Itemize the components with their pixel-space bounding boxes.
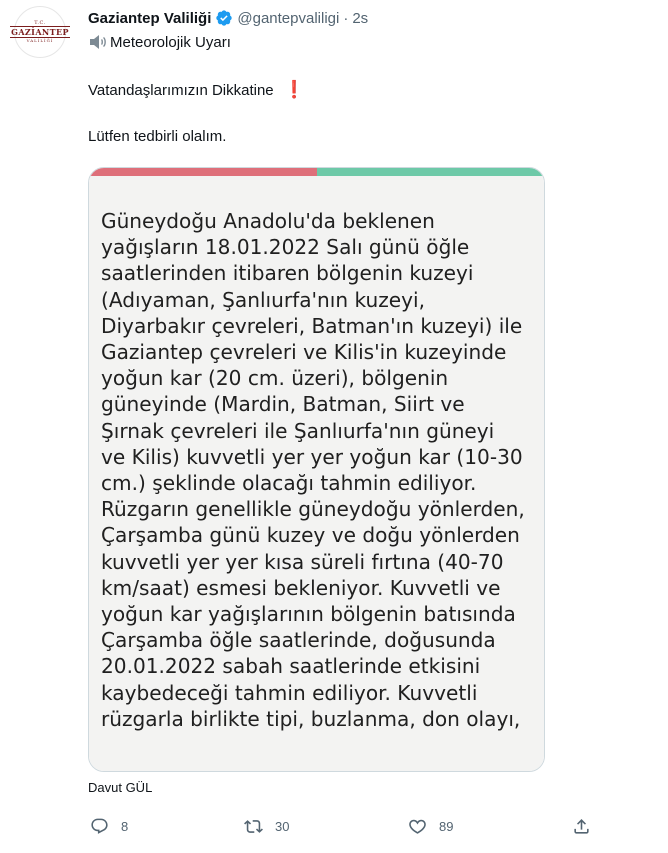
photo-credit: Davut GÜL (88, 780, 153, 795)
exclamation-emoji-icon: ❗ (283, 80, 305, 99)
note-line: yoğun kar (20 cm. üzeri), bölgenin (101, 366, 449, 391)
note-body (89, 176, 544, 771)
tweet-line-2-text: Vatandaşlarımızın Dikkatine (88, 81, 274, 99)
note-line: kaybedeceği tahmin ediliyor. Kuvvetli (101, 680, 478, 705)
note-line: yağışların 18.01.2022 Salı günü öğle (101, 235, 470, 260)
tweet-actions (88, 813, 608, 839)
note-line: ve Kilis) kuvvetli yer yer yoğun kar (10-30 (101, 444, 523, 469)
note-line: yoğun kar yağışlarının bölgenin batısında (101, 602, 516, 627)
note-line: Şırnak çevreleri ile Şanlıurfa'nın güneyi (101, 418, 495, 443)
timestamp[interactable]: 2s (352, 9, 369, 27)
reply-icon (90, 817, 109, 836)
note-line: Çarşamba günü kuzey ve doğu yönlerden (101, 523, 520, 548)
note-line: 20.01.2022 sabah saatlerinde etkisini (101, 654, 481, 679)
avatar-brand-main: GAZİANTEP (11, 27, 69, 37)
reply-button[interactable] (90, 813, 128, 839)
verified-badge-icon (215, 9, 233, 27)
avatar-brand-top: T.C. (34, 20, 46, 26)
note-header-bar-right (317, 168, 545, 176)
note-line: Diyarbakır çevreleri, Batman'ın kuzeyi) ile (101, 313, 523, 338)
note-line: Gaziantep çevreleri ve Kilis'in kuzeyinde (101, 340, 507, 365)
avatar[interactable] (11, 6, 69, 58)
like-button[interactable] (408, 813, 453, 839)
note-header-bar-left (89, 168, 317, 176)
note-line: Güneydoğu Anadolu'da beklenen (101, 209, 435, 233)
tweet-line-1 (88, 33, 231, 51)
note-line: km/saat) esmesi bekleniyor. Kuvvetli ve (101, 575, 501, 600)
display-name[interactable]: Gaziantep Valiliği (88, 9, 212, 27)
share-icon (572, 817, 591, 836)
note-line: Rüzgarın genellikle güneydoğu yönlerden, (101, 497, 525, 522)
note-line: Çarşamba öğle saatlerinde, doğusunda (101, 628, 496, 653)
tweet-line-3: Lütfen tedbirli olalım. (88, 128, 227, 145)
note-line: (Adıyaman, Şanlıurfa'nın kuzeyi, (101, 287, 426, 312)
note-line: cm.) şeklinde olacağı tahmin ediliyor. (101, 471, 477, 496)
handle[interactable]: @gantepvaliligi (237, 9, 340, 27)
reply-count: 8 (121, 818, 129, 834)
heart-icon (408, 817, 427, 836)
speaker-icon (88, 33, 108, 51)
separator-dot: · (343, 9, 349, 27)
note-line: saatlerinden itibaren bölgenin kuzeyi (101, 261, 474, 286)
note-text (101, 208, 541, 732)
note-line: kuvvetli yer yer kısa süreli fırtına (40-70 (101, 549, 504, 574)
retweet-button[interactable] (244, 813, 289, 839)
attached-image[interactable] (88, 167, 545, 772)
tweet-line-1-text: Meteorolojik Uyarı (110, 33, 231, 51)
avatar-brand-sub: VALİLİĞİ (26, 38, 54, 43)
note-line: rüzgarla birlikte tipi, buzlanma, don olayı, (101, 706, 521, 731)
tweet-header (88, 6, 368, 30)
retweet-count: 30 (275, 818, 290, 834)
note-line: güneyinde (Mardin, Batman, Siirt ve (101, 392, 465, 417)
like-count: 89 (439, 818, 454, 834)
retweet-icon (244, 817, 263, 836)
share-button[interactable] (572, 813, 591, 839)
tweet-line-2 (88, 80, 305, 100)
